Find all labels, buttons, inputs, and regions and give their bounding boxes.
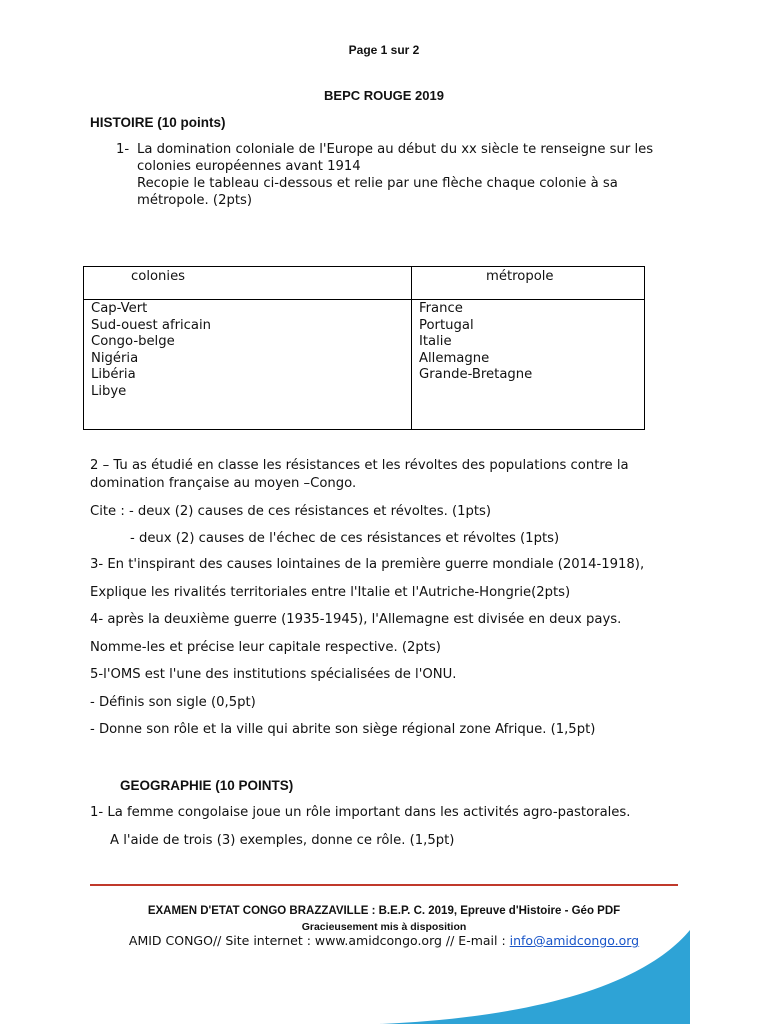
footer-exam-title: EXAMEN D'ETAT CONGO BRAZZAVILLE : B.E.P. C. 2019, Epreuve d'Histoire - Géo PDF [147, 905, 621, 917]
question-1-number: 1- [116, 142, 130, 157]
col-header-colonies: colonies [84, 267, 412, 300]
question-2-line-1: 2 – Tu as étudié en classe les résistances et les révoltes des populations contre la [90, 458, 629, 473]
question-1-line-2: colonies européennes avant 1914 [137, 159, 361, 174]
footer-wave-decoration [0, 930, 768, 1024]
footer-credit: Gracieusement mis à disposition [301, 921, 467, 933]
colonies-list [84, 300, 412, 430]
wave-shape [380, 930, 690, 1024]
question-3-line-1: 3- En t'inspirant des causes lointaines de la première guerre mondiale (2014-1918), [90, 557, 645, 572]
question-2-line-2: domination française au moyen –Congo. [90, 476, 357, 491]
list-item: Grande-Bretagne [419, 367, 533, 382]
list-item: Allemagne [419, 350, 490, 366]
footer-email-link[interactable]: info@amidcongo.org [509, 933, 640, 948]
metropoles-list [412, 300, 645, 430]
list-item: Sud-ouest africain [91, 317, 212, 333]
list-item: Congo-belge [91, 334, 175, 349]
footer-divider [90, 884, 678, 886]
list-item: France [419, 301, 463, 316]
question-1-line-1: La domination coloniale de l'Europe au début du xx siècle te renseigne sur les [137, 142, 654, 157]
question-1-line-3: Recopie le tableau ci-dessous et relie par une flèche chaque colonie à sa [137, 176, 618, 191]
question-3-line-2: Explique les rivalités territoriales entre l'Italie et l'Autriche-Hongrie(2pts) [90, 585, 571, 600]
question-2-cite-1: Cite : - deux (2) causes de ces résistances et révoltes. (1pts) [90, 504, 492, 519]
page-number: Page 1 sur 2 [348, 43, 420, 57]
list-item: Italie [419, 334, 452, 349]
question-4-line-1: 4- après la deuxième guerre (1935-1945), l'Allemagne est divisée en deux pays. [90, 612, 622, 627]
question-5-line-3: - Donne son rôle et la ville qui abrite son siège régional zone Afrique. (1,5pt) [90, 722, 596, 737]
document-title: BEPC ROUGE 2019 [324, 88, 444, 103]
list-item: Nigéria [91, 350, 139, 366]
list-item: Libye [91, 383, 127, 399]
list-item: Libéria [91, 367, 136, 382]
question-2-cite-2: - deux (2) causes de l'échec de ces résistances et révoltes (1pts) [130, 531, 560, 546]
histoire-heading: HISTOIRE (10 points) [90, 115, 226, 130]
geo-question-1-line-2: A l'aide de trois (3) exemples, donne ce rôle. (1,5pt) [110, 833, 455, 848]
question-4-line-2: Nomme-les et précise leur capitale respective. (2pts) [90, 640, 441, 655]
geo-question-1-line-1: 1- La femme congolaise joue un rôle important dans les activités agro-pastorales. [90, 805, 631, 820]
geographie-heading: GEOGRAPHIE (10 POINTS) [120, 778, 294, 793]
col-header-metropole: métropole [412, 267, 645, 300]
footer-contact-text: AMID CONGO// Site internet : www.amidcongo.org // E-mail : [128, 933, 510, 948]
list-item: Cap-Vert [91, 301, 148, 316]
colonies-table [83, 266, 645, 430]
list-item: Portugal [419, 317, 474, 333]
question-5-line-1: 5-l'OMS est l'une des institutions spécialisées de l'ONU. [90, 667, 457, 682]
question-5-line-2: - Définis son sigle (0,5pt) [90, 695, 256, 710]
question-1-line-4: métropole. (2pts) [137, 193, 253, 208]
